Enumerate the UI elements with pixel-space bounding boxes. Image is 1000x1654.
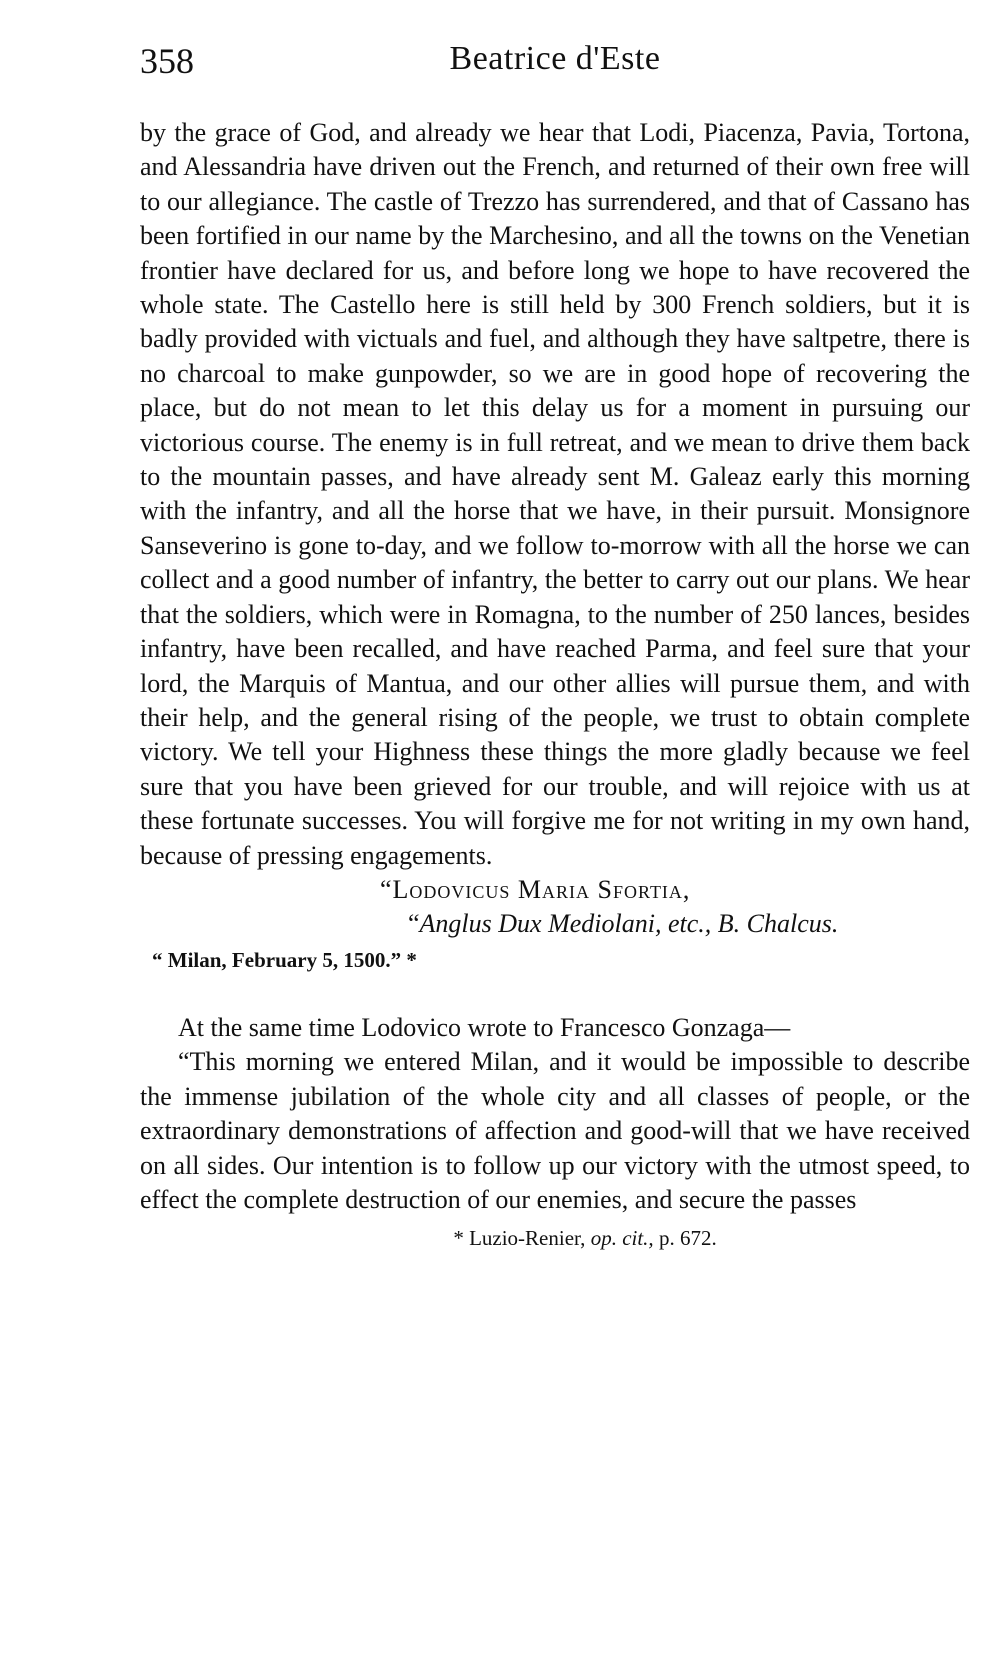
letter-to-gonzaga: “This morning we entered Milan, and it would be impossible to describe the immense jubilation of the whole city and all classes of people, or the extraordinary demonstrations of affection and good-will that we have received on all sides. Our intention is to follow up our victory with the utmost speed, to effect the complete destruction of our enemies, and secure the passes (140, 1047, 970, 1214)
letter-dateline: “ Milan, February 5, 1500.” * (152, 947, 417, 972)
footnote (140, 1223, 970, 1253)
signature-name: “Lodovicus Maria Sfortia, (380, 874, 691, 904)
footnote-citation: op. cit., (590, 1226, 654, 1251)
narrative-paragraph: At the same time Lodovico wrote to Francesco Gonzaga— (178, 1012, 791, 1042)
footnote-author: Luzio-Renier, (469, 1226, 586, 1251)
signature-title: Anglus Dux Mediolani, etc., B. Chalcus. (419, 908, 839, 938)
footnote-marker: * (453, 1226, 464, 1251)
footnote-page: p. 672. (658, 1226, 717, 1251)
body-text (140, 116, 970, 1253)
page-number: 358 (140, 41, 194, 81)
signature-quote-mark: “ (408, 908, 420, 938)
running-title: Beatrice d'Este (449, 40, 661, 77)
page-header (140, 40, 970, 90)
letter-continuation: by the grace of God, and already we hear that Lodi, Piacenza, Pavia, Tortona, and Alessandria have driven out the French, and returned of their own free will to our allegiance. The castle of Trezzo has surrendered, and that of Cassano has been fortified in our name by the Marchesino, and all the towns on the Venetian frontier have declared for us, and before long we hope to have recovered the whole state. The Castello here is still held by 300 French soldiers, but it is badly provided with victuals and fuel, and although they have saltpetre, there is no charcoal to make gunpowder, so we are in good hope of recovering the place, but do not mean to let this delay us for a moment in pursuing our victorious course. The enemy is in full retreat, and we mean to drive them back to the mountain passes, and have already sent M. Galeaz early this morning with the infantry, and all the horse that we have, in their pursuit. Monsignore Sanseverino is gone to-day, and we follow to-morrow with all the horse we can collect and a good number of infantry, the better to carry out our plans. We hear that the soldiers, which were in Romagna, to the number of 250 lances, besides infantry, have been recalled, and have reached Parma, and feel sure that your lord, the Marquis of Mantua, and our other allies will pursue them, and with their help, and the general rising of the people, we trust to obtain complete victory. We tell your Highness these things the more gladly because we feel sure that you have been grieved for our trouble, and will rejoice with us at these fortunate successes. You will forgive me for not writing in my own hand, because of pressing engagements. (140, 118, 970, 870)
signature-title-line (140, 907, 970, 941)
